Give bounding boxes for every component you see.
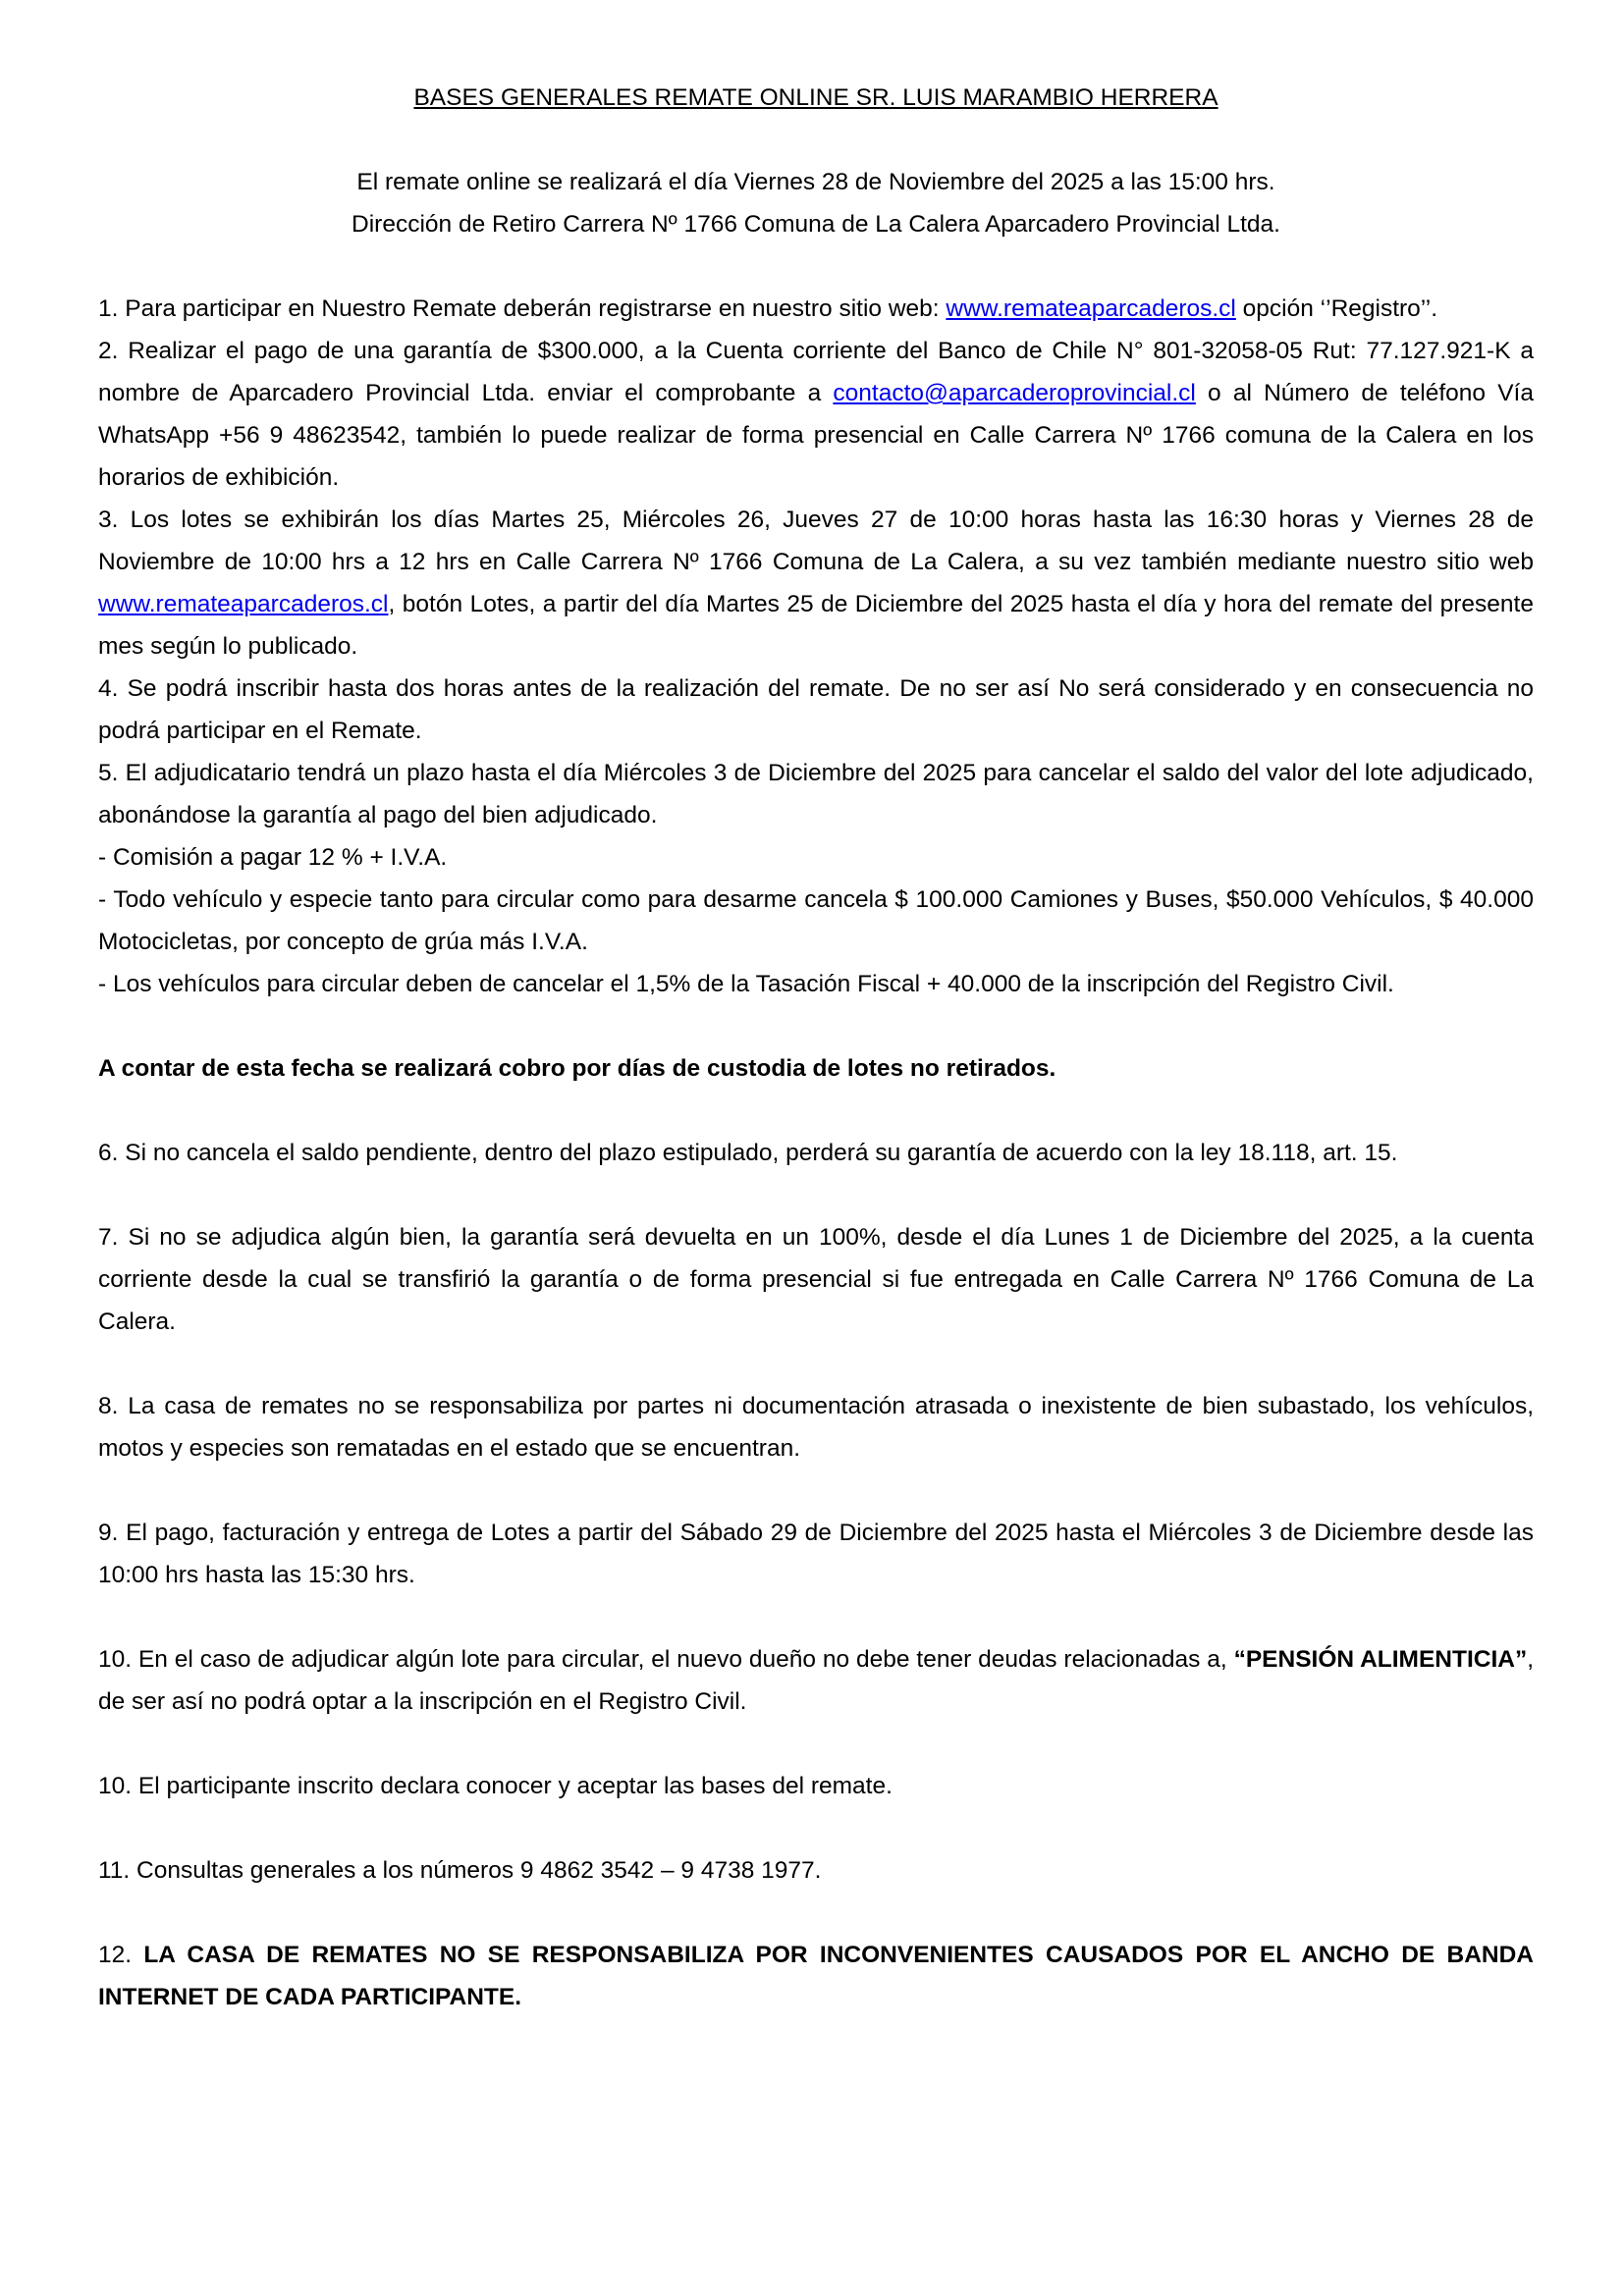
clause-4: 4. Se podrá inscribir hasta dos horas antes de la realización del remate. De no ser así No será considerado y en consecuencia no podrá participar en el Remate. xyxy=(98,675,1534,744)
clause-12-number: 12. xyxy=(98,1942,144,1968)
clause-2-text-end: o al Número de teléfono Vía WhatsApp +56 9 48623542, también lo puede realizar de forma presencial en Calle Carrera Nº 1766 comuna de la Calera en los horarios de exhibición. xyxy=(98,380,1534,491)
clause-6: 6. Si no cancela el saldo pendiente, dentro del plazo estipulado, perderá su garantía de acuerdo con la ley 18.118, art. 15. xyxy=(98,1140,1398,1166)
clause-2-text: 2. Realizar el pago de una garantía de $300.000, a la Cuenta corriente del Banco de Chile N° 801-32058-05 Rut: 77.127.921-K a nombre de Aparcadero Provincial Ltda. enviar el comprobante a xyxy=(98,338,1534,406)
auction-date-line: El remate online se realizará el día Viernes 28 de Noviembre del 2025 a las 15:00 hrs. xyxy=(356,169,1275,195)
clause-1-text: 1. Para participar en Nuestro Remate deberán registrarse en nuestro sitio web: xyxy=(98,295,947,322)
custody-notice xyxy=(98,1047,1534,1090)
commission-line: - Comisión a pagar 12 % + I.V.A. xyxy=(98,844,448,871)
clause-9: 9. El pago, facturación y entrega de Lotes a partir del Sábado 29 de Diciembre del 2025 hasta el Miércoles 3 de Diciembre desde las 10:00 hrs hasta las 15:30 hrs. xyxy=(98,1520,1534,1588)
clause-10b: 10. El participante inscrito declara conocer y aceptar las bases del remate. xyxy=(98,1773,893,1799)
email-link[interactable]: contacto@aparcaderoprovincial.cl xyxy=(833,380,1196,406)
clause-5: 5. El adjudicatario tendrá un plazo hasta el día Miércoles 3 de Diciembre del 2025 para cancelar el saldo del valor del lote adjudicado, abonándose la garantía al pago del bien adjudicado. xyxy=(98,760,1534,828)
registration-fee-line: - Los vehículos para circular deben de cancelar el 1,5% de la Tasación Fiscal + 40.000 de la inscripción del Registro Civil. xyxy=(98,971,1394,997)
spacer xyxy=(98,245,1534,288)
clause-1 xyxy=(98,288,1534,330)
towing-fee-line: - Todo vehículo y especie tanto para circular como para desarme cancela $ 100.000 Camiones y Buses, $50.000 Vehículos, $ 40.000 Motocicletas, por concepto de grúa más I.V.A. xyxy=(98,886,1534,955)
clause-10a-text: 10. En el caso de adjudicar algún lote para circular, el nuevo dueño no debe tener deudas relacionadas a, xyxy=(98,1646,1234,1673)
clause-11: 11. Consultas generales a los números 9 4862 3542 – 9 4738 1977. xyxy=(98,1857,822,1884)
website-link[interactable]: www.remateaparcaderos.cl xyxy=(946,295,1236,322)
document-title: BASES GENERALES REMATE ONLINE SR. LUIS MARAMBIO HERRERA xyxy=(413,84,1218,111)
clause-1-text-end: opción ‘’Registro’’. xyxy=(1235,295,1438,322)
clause-3 xyxy=(98,499,1534,667)
clause-10a-text-end: , de ser así no podrá optar a la inscripción en el Registro Civil. xyxy=(98,1646,1535,1715)
spacer xyxy=(98,119,1534,161)
clause-7: 7. Si no se adjudica algún bien, la garantía será devuelta en un 100%, desde el día Lunes 1 de Diciembre del 2025, a la cuenta corriente desde la cual se transfirió la garantía o de forma presencial si fue entregada en Calle Carrera Nº 1766 Comuna de La Calera. xyxy=(98,1224,1534,1335)
spacer xyxy=(98,1723,1534,1765)
bandwidth-disclaimer: LA CASA DE REMATES NO SE RESPONSABILIZA POR INCONVENIENTES CAUSADOS POR EL ANCHO DE BANDA INTERNET DE CADA PARTICIPANTE. xyxy=(98,1942,1534,2010)
clause-12 xyxy=(98,1934,1534,2018)
custody-notice-text: A contar de esta fecha se realizará cobro por días de custodia de lotes no retirados. xyxy=(98,1055,1056,1082)
spacer xyxy=(98,1090,1534,1132)
pickup-address-line: Dirección de Retiro Carrera Nº 1766 Comuna de La Calera Aparcadero Provincial Ltda. xyxy=(352,211,1280,238)
spacer xyxy=(98,1005,1534,1047)
spacer xyxy=(98,1174,1534,1216)
clause-3-text-end: , botón Lotes, a partir del día Martes 25 de Diciembre del 2025 hasta el día y hora del remate del presente mes según lo publicado. xyxy=(98,591,1534,660)
clause-2 xyxy=(98,330,1534,499)
spacer xyxy=(98,1343,1534,1385)
document-page xyxy=(98,77,1534,2018)
clause-8: 8. La casa de remates no se responsabiliza por partes ni documentación atrasada o inexistente de bien subastado, los vehículos, motos y especies son rematadas en el estado que se encuentran. xyxy=(98,1393,1534,1462)
spacer xyxy=(98,1892,1534,1934)
clause-10a xyxy=(98,1638,1534,1723)
clause-3-text: 3. Los lotes se exhibirán los días Martes 25, Miércoles 26, Jueves 27 de 10:00 horas hasta las 16:30 horas y Viernes 28 de Noviembre de 10:00 hrs a 12 hrs en Calle Carrera Nº 1766 Comuna de La Calera, a su vez también mediante nuestro sitio web xyxy=(98,507,1534,575)
spacer xyxy=(98,1807,1534,1849)
website-link[interactable]: www.remateaparcaderos.cl xyxy=(98,591,389,617)
alimony-emphasis: “PENSIÓN ALIMENTICIA” xyxy=(1233,1646,1528,1673)
spacer xyxy=(98,1469,1534,1512)
spacer xyxy=(98,1596,1534,1638)
